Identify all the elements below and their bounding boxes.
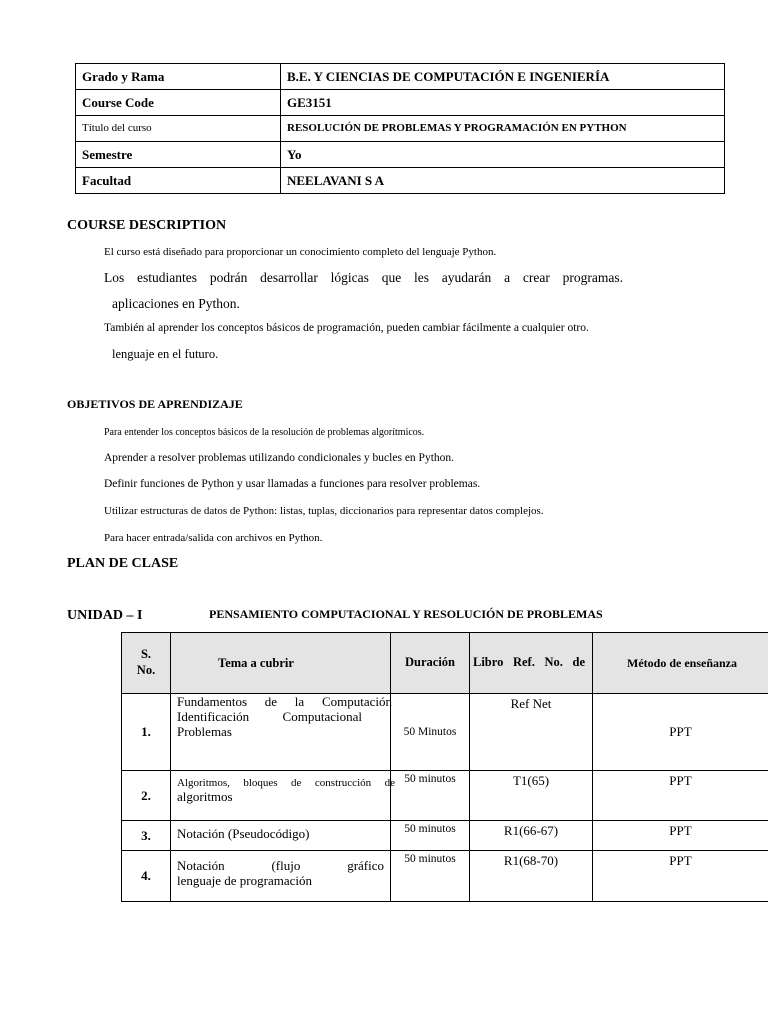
header-sno: S. No. bbox=[122, 633, 171, 694]
row-topic: Fundamentos de la Computación Identificación Computacional Problemas bbox=[171, 694, 391, 771]
row-topic: Notación (flujo gráfico lenguaje de programación bbox=[171, 851, 391, 902]
info-row-semestre bbox=[76, 142, 725, 168]
plan-heading: PLAN DE CLASE bbox=[67, 556, 179, 571]
row-reference: T1(65) bbox=[470, 771, 593, 821]
info-value: NEELAVANI S A bbox=[281, 168, 725, 194]
header-teaching-method: Método de enseñanza bbox=[593, 633, 768, 694]
row-method: PPT bbox=[593, 694, 768, 771]
row-number: 1. bbox=[122, 694, 171, 771]
objectives-heading: OBJETIVOS DE APRENDIZAJE bbox=[67, 397, 243, 411]
row-method: PPT bbox=[593, 851, 768, 902]
table-row bbox=[122, 821, 768, 851]
info-key: Título del curso bbox=[76, 116, 281, 142]
info-row-course-code bbox=[76, 90, 725, 116]
table-header-row bbox=[122, 633, 768, 694]
description-item: También al aprender los conceptos básicos de programación, pueden cambiar fácilmente a cualquier otro. bbox=[104, 322, 589, 334]
info-value: GE3151 bbox=[281, 90, 725, 116]
header-duration: Duración bbox=[391, 633, 470, 694]
course-info-table bbox=[75, 63, 725, 194]
row-duration: 50 minutos bbox=[391, 821, 470, 851]
objective-item: Utilizar estructuras de datos de Python: listas, tuplas, diccionarios para representar datos complejos. bbox=[104, 505, 544, 517]
row-topic: Algoritmos, bloques de construcción de algoritmos bbox=[171, 771, 391, 821]
row-number: 4. bbox=[122, 851, 171, 902]
info-key: Course Code bbox=[76, 90, 281, 116]
info-value: B.E. Y CIENCIAS DE COMPUTACIÓN E INGENIERÍA bbox=[281, 64, 725, 90]
info-key: Semestre bbox=[76, 142, 281, 168]
row-duration: 50 minutos bbox=[391, 851, 470, 902]
info-value: RESOLUCIÓN DE PROBLEMAS Y PROGRAMACIÓN EN PYTHON bbox=[281, 116, 725, 142]
row-number: 3. bbox=[122, 821, 171, 851]
row-method: PPT bbox=[593, 821, 768, 851]
info-row-titulo bbox=[76, 116, 725, 142]
row-method: PPT bbox=[593, 771, 768, 821]
header-topic: Tema a cubrir bbox=[171, 633, 391, 694]
description-item-continued: aplicaciones en Python. bbox=[112, 296, 240, 311]
row-reference: R1(68-70) bbox=[470, 851, 593, 902]
info-value: Yo bbox=[281, 142, 725, 168]
description-item: Los estudiantes podrán desarrollar lógicas que les ayudarán a crear programas. bbox=[104, 270, 623, 285]
row-duration: 50 Minutos bbox=[391, 694, 470, 771]
description-item: El curso está diseñado para proporcionar un conocimiento completo del lenguaje Python. bbox=[104, 246, 497, 258]
objective-item: Aprender a resolver problemas utilizando condicionales y bucles en Python. bbox=[104, 452, 455, 464]
unit-title: PENSAMIENTO COMPUTACIONAL Y RESOLUCIÓN DE PROBLEMAS bbox=[209, 607, 603, 621]
lesson-plan-table bbox=[121, 632, 768, 902]
table-row bbox=[122, 771, 768, 821]
row-reference: Ref Net bbox=[470, 694, 593, 771]
unit-label: UNIDAD – I bbox=[67, 608, 143, 623]
table-row bbox=[122, 694, 768, 771]
info-key: Facultad bbox=[76, 168, 281, 194]
objective-item: Para hacer entrada/salida con archivos en Python. bbox=[104, 532, 323, 544]
course-description-heading: COURSE DESCRIPTION bbox=[67, 218, 227, 233]
table-row bbox=[122, 851, 768, 902]
row-topic: Notación (Pseudocódigo) bbox=[171, 821, 391, 851]
info-key: Grado y Rama bbox=[76, 64, 281, 90]
info-row-facultad bbox=[76, 168, 725, 194]
info-row-grado bbox=[76, 64, 725, 90]
row-duration: 50 minutos bbox=[391, 771, 470, 821]
objective-item: Para entender los conceptos básicos de la resolución de problemas algorítmicos. bbox=[104, 427, 425, 438]
row-number: 2. bbox=[122, 771, 171, 821]
header-reference-book: Libro Ref. No. de bbox=[470, 633, 593, 694]
row-reference: R1(66-67) bbox=[470, 821, 593, 851]
description-item-continued: lenguaje en el futuro. bbox=[112, 347, 219, 361]
objective-item: Definir funciones de Python y usar llamadas a funciones para resolver problemas. bbox=[104, 478, 481, 490]
